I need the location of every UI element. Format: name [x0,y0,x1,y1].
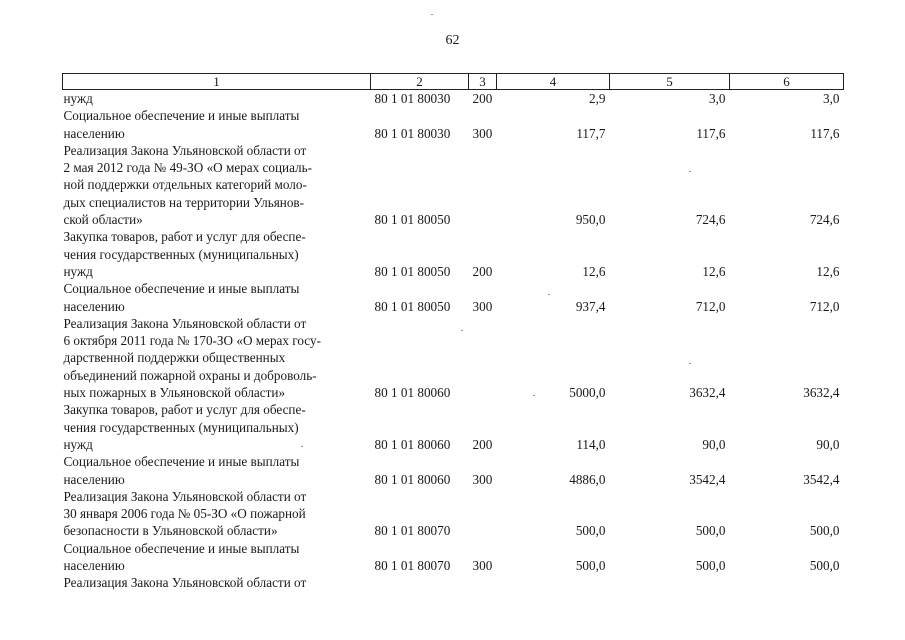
row-value-col4 [497,574,610,591]
row-value-col5: 90,0 [702,436,726,452]
row-value-col5: 3632,4 [689,385,726,401]
row-name-line: Социальное обеспечение и иные выплаты [63,281,300,297]
row-name [63,228,371,280]
table-row [63,453,844,488]
header-col-5: 5 [610,74,730,90]
budget-table [62,73,844,592]
row-name-line: Реализация Закона Ульяновской области от [63,575,307,591]
row-name [63,401,371,453]
row-value-col6: 117,6 [810,125,840,141]
row-value-col4: 937,4 [575,298,606,314]
row-name-line: чения государственных (муниципальных) [63,246,299,262]
row-expense-type [469,315,497,401]
scan-speck [461,330,463,331]
table-row [63,142,844,228]
row-value-col5: 712,0 [695,298,726,314]
row-value-col6: 500,0 [809,558,840,574]
row-name-line: населению [63,298,125,314]
page-number: 62 [445,33,460,48]
row-name [63,488,371,540]
table-row [63,107,844,142]
table-body [63,90,844,592]
row-expense-type [469,488,497,540]
row-value-col5: 3542,4 [689,471,726,487]
row-expense-type: 200 [472,436,493,452]
row-value-col6: 12,6 [816,263,840,279]
row-expense-type: 200 [472,91,493,106]
row-code [371,574,469,591]
row-code: 80 1 01 80050 [374,263,451,279]
row-name-line: ной поддержки отдельных категорий моло- [63,177,307,193]
row-value-col5: 500,0 [695,523,726,539]
row-value-col5 [610,574,730,591]
row-value-col4: 500,0 [575,558,606,574]
header-col-1: 1 [63,74,371,90]
row-name-line: Закупка товаров, работ и услуг для обеспе- [63,229,306,245]
row-name-line: Социальное обеспечение и иные выплаты [63,108,300,124]
row-name-line: нужд [63,91,93,106]
row-code: 80 1 01 80060 [374,436,451,452]
row-name-line: 6 октября 2011 года № 170-ЗО «О мерах госу- [63,333,321,349]
scan-speck [689,363,691,364]
table-row [63,488,844,540]
row-name-line: населению [63,471,125,487]
row-expense-type: 300 [472,125,493,141]
row-name [63,107,371,142]
row-code: 80 1 01 80070 [374,523,451,539]
row-name [63,540,371,575]
row-value-col5: 500,0 [695,558,726,574]
row-name-line: нужд [63,263,93,279]
row-name-line: ных пожарных в Ульяновской области» [63,385,286,401]
row-name-line: нужд [63,436,93,452]
row-value-col5: 3,0 [709,91,726,106]
row-name-line: Социальное обеспечение и иные выплаты [63,454,300,470]
scan-speck [533,395,535,396]
row-name-line: дых специалистов на территории Ульянов- [63,194,305,210]
row-value-col6: 712,0 [809,298,840,314]
row-code: 80 1 01 80070 [374,558,451,574]
row-code: 80 1 01 80050 [374,212,451,228]
table-row [63,574,844,591]
row-value-col6: 3,0 [823,91,840,106]
row-value-col6: 724,6 [809,212,840,228]
row-name-line: населению [63,558,125,574]
row-value-col6 [730,574,844,591]
row-name [63,90,371,108]
table-row [63,315,844,401]
row-name [63,280,371,315]
row-value-col4: 4886,0 [569,471,606,487]
row-name-line: 2 мая 2012 года № 49-ЗО «О мерах социаль- [63,160,313,176]
row-value-col5: 117,6 [696,125,726,141]
row-name-line: Закупка товаров, работ и услуг для обеспе- [63,402,306,418]
row-name-line: 30 января 2006 года № 05-ЗО «О пожарной [63,506,306,522]
row-value-col6: 3542,4 [803,471,840,487]
header-col-4: 4 [497,74,610,90]
table-row [63,90,844,108]
row-name-line: Социальное обеспечение и иные выплаты [63,540,300,556]
row-name-line: населению [63,125,125,141]
row-value-col4: 5000,0 [569,385,606,401]
row-value-col6: 500,0 [809,523,840,539]
row-name [63,574,371,591]
header-col-2: 2 [371,74,469,90]
row-expense-type: 300 [472,471,493,487]
row-code: 80 1 01 80030 [374,91,451,106]
row-expense-type [469,574,497,591]
row-name-line: дарственной поддержки общественных [63,350,286,366]
table-row [63,228,844,280]
row-name-line: безопасности в Ульяновской области» [63,523,278,539]
row-name [63,142,371,228]
row-value-col5: 724,6 [695,212,726,228]
row-value-col4: 114,0 [576,436,606,452]
row-value-col4: 117,7 [576,125,606,141]
row-value-col4: 500,0 [575,523,606,539]
row-name-line: Реализация Закона Ульяновской области от [63,142,307,158]
row-name [63,453,371,488]
table-row [63,401,844,453]
row-value-col4: 950,0 [575,212,606,228]
scan-speck [431,14,433,15]
table-header [63,74,844,90]
row-expense-type: 300 [472,298,493,314]
row-name-line: Реализация Закона Ульяновской области от [63,488,307,504]
row-code: 80 1 01 80060 [374,471,451,487]
scan-speck [689,171,691,172]
row-code: 80 1 01 80060 [374,385,451,401]
scan-speck [301,446,303,447]
row-value-col4: 12,6 [582,263,606,279]
row-value-col6: 3632,4 [803,385,840,401]
row-name-line: объединений пожарной охраны и доброволь- [63,367,317,383]
row-expense-type: 200 [472,263,493,279]
row-value-col6: 90,0 [816,436,840,452]
row-expense-type: 300 [472,558,493,574]
scan-speck [548,294,550,295]
row-expense-type [469,142,497,228]
row-code: 80 1 01 80030 [374,125,451,141]
row-name-line: Реализация Закона Ульяновской области от [63,315,307,331]
row-name-line: ской области» [63,212,143,228]
header-col-6: 6 [730,74,844,90]
row-value-col5: 12,6 [702,263,726,279]
row-code: 80 1 01 80050 [374,298,451,314]
table-row [63,540,844,575]
row-name [63,315,371,401]
header-col-3: 3 [469,74,497,90]
row-value-col4: 2,9 [589,91,606,106]
table-row [63,280,844,315]
row-name-line: чения государственных (муниципальных) [63,419,299,435]
